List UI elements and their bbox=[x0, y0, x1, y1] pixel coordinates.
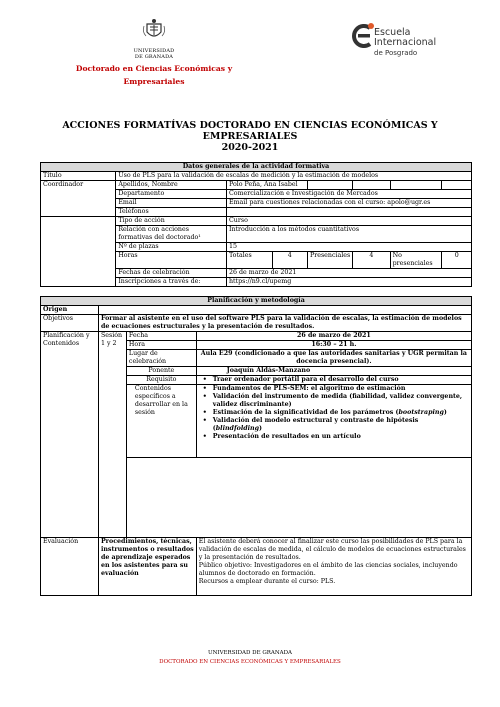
empty-cell bbox=[307, 181, 352, 190]
school-name-line3: de Posgrado bbox=[374, 49, 418, 57]
empty-cell bbox=[41, 217, 116, 226]
empty-cell bbox=[41, 278, 116, 287]
paren-close: ) bbox=[443, 409, 447, 416]
program-name-line1: Doctorado en Ciencias Económicas y bbox=[75, 64, 233, 73]
empty-cell bbox=[41, 243, 116, 252]
empty-cell bbox=[442, 181, 472, 190]
paren-close: ) bbox=[259, 425, 263, 432]
requisito-cell bbox=[196, 376, 471, 385]
fechas-value: 26 de marzo de 2021 bbox=[226, 269, 471, 278]
table-row bbox=[41, 315, 472, 332]
list-item-text: Estimación de la significatividad de los parámetros ( bbox=[212, 409, 399, 416]
presenciales-value: 4 bbox=[353, 252, 390, 269]
table-row bbox=[41, 243, 472, 252]
school-name-line2: Internacional bbox=[374, 37, 437, 48]
school-name bbox=[374, 28, 436, 58]
table-row bbox=[41, 538, 472, 596]
evaluacion-paragraph: Público objetivo: Investigadores en el ámbito de las ciencias sociales, incluyendo alumnos de doctorado en formación. bbox=[198, 562, 458, 577]
email-label: Email bbox=[116, 199, 227, 208]
evaluacion-label: Evaluación bbox=[41, 538, 99, 596]
table-row bbox=[41, 181, 472, 190]
contenidos-label: Contenidos específicos a desarrollar en la sesión bbox=[126, 385, 196, 458]
program-name-line2: Empresariales bbox=[123, 77, 185, 86]
document-title bbox=[60, 120, 440, 153]
requisito-value: • Traer ordenador portátil para el desarrollo del curso bbox=[199, 376, 469, 384]
program-name bbox=[69, 62, 239, 88]
horas-label: Horas bbox=[116, 252, 227, 269]
table-row bbox=[41, 163, 472, 172]
general-data-table bbox=[40, 162, 472, 287]
table-row bbox=[41, 269, 472, 278]
objetivos-value: Formar al asistente en el uso del software PLS para la validación de escalas, la estimación de modelos de ecuaciones estructurales y la presentación de resultados. bbox=[98, 315, 471, 332]
objetivos-label: Objetivos bbox=[41, 315, 99, 332]
table-row bbox=[41, 252, 472, 269]
lugar-label: Lugar de celebración bbox=[126, 350, 196, 367]
relacion-value: Introducción a los métodos cuantitativos bbox=[226, 226, 471, 243]
evaluacion-value bbox=[196, 538, 471, 596]
footer-line1: UNIVERSIDAD DE GRANADA bbox=[207, 650, 293, 656]
empty-cell bbox=[41, 252, 116, 269]
relacion-label: Relación con acciones formativas del doctorado¹ bbox=[116, 226, 227, 243]
inscripciones-label: Inscripciones a través de: bbox=[116, 278, 227, 287]
tipo-label: Tipo de acción bbox=[116, 217, 227, 226]
page-footer bbox=[0, 649, 500, 667]
ponente-value: Joaquín Aldás-Manzano bbox=[196, 367, 471, 376]
title-line3: 2020-2021 bbox=[221, 142, 279, 153]
fecha-value: 26 de marzo de 2021 bbox=[196, 332, 471, 341]
list-item: • Presentación de resultados en un artículo bbox=[199, 433, 469, 441]
origen-value bbox=[98, 306, 471, 315]
tipo-value: Curso bbox=[226, 217, 471, 226]
list-item bbox=[199, 417, 469, 433]
plan-section-header: Planificación y metodología bbox=[41, 297, 472, 306]
hora-label: Hora bbox=[126, 341, 196, 350]
table-row bbox=[41, 306, 472, 315]
table-row bbox=[41, 332, 472, 341]
evaluacion-paragraph: Recursos a emplear durante el curso: PLS. bbox=[198, 578, 336, 585]
university-name-line2: DE GRANADA bbox=[134, 54, 174, 60]
departamento-value: Comercialización e Investigación de Mercados bbox=[226, 190, 471, 199]
email-value: Email para cuestiones relacionadas con el curso: apolo@ugr.es bbox=[226, 199, 471, 208]
contenidos-list bbox=[199, 385, 469, 441]
plazas-label: Nº de plazas bbox=[116, 243, 227, 252]
procedimientos-label: Procedimientos, técnicas, instrumentos o resultados de aprendizaje esperados en los asistentes para su evaluación bbox=[98, 538, 196, 596]
no-presenciales-value: 0 bbox=[442, 252, 472, 269]
planning-table bbox=[40, 296, 472, 596]
presenciales-label: Presenciales bbox=[307, 252, 352, 269]
bootstrapping-term: bootstraping bbox=[398, 409, 444, 416]
totales-value: 4 bbox=[272, 252, 307, 269]
list-item: • Validación del instrumento de medida (fiabilidad, validez convergente, validez discriminante) bbox=[199, 393, 469, 409]
contenidos-cell bbox=[196, 385, 471, 458]
table-row bbox=[41, 226, 472, 243]
title-line2: EMPRESARIALES bbox=[202, 131, 298, 142]
eip-logo-icon bbox=[352, 22, 374, 52]
empty-cell bbox=[353, 181, 390, 190]
fecha-label: Fecha bbox=[126, 332, 196, 341]
empty-cell bbox=[41, 269, 116, 278]
coordinador-label: Coordinador bbox=[41, 181, 116, 217]
titulo-value: Uso de PLS para la validación de escalas de medición y la estimación de modelos bbox=[116, 172, 472, 181]
departamento-label: Departamento bbox=[116, 190, 227, 199]
titulo-label: Título bbox=[41, 172, 116, 181]
university-name-line1: UNIVERSIDAD bbox=[133, 48, 175, 54]
requisito-label: Requisito bbox=[126, 376, 196, 385]
list-item-text: Validación del modelo estructural y contraste de hipótesis ( bbox=[212, 417, 419, 432]
list-item: • Fundamentos de PLS-SEM: el algoritmo de estimación bbox=[199, 385, 469, 393]
evaluacion-paragraph: El asistente deberá conocer al finalizar este curso las posibilidades de PLS para la validación de escalas de medida, el cálculo de modelos de ecuaciones estructurales y la presentación de resultados. bbox=[198, 538, 466, 561]
empty-cell bbox=[41, 226, 116, 243]
university-crest-icon bbox=[141, 18, 167, 42]
footer-line2: DOCTORADO EN CIENCIAS ECONÓMICAS Y EMPRESARIALES bbox=[159, 659, 341, 665]
totales-label: Totales bbox=[226, 252, 272, 269]
origen-label: Origen bbox=[41, 306, 99, 315]
apellidos-label: Apellidos, Nombre bbox=[116, 181, 227, 190]
school-name-line1: Escuela bbox=[374, 27, 411, 38]
sesion-label: Sesión 1 y 2 bbox=[98, 332, 126, 538]
plazas-value: 15 bbox=[226, 243, 471, 252]
list-item bbox=[199, 409, 469, 417]
no-presenciales-label: No presenciales bbox=[390, 252, 442, 269]
inscripciones-link[interactable]: https://n9.cl/upemg bbox=[226, 278, 471, 287]
lugar-value: Aula E29 (condicionado a que las autoridades sanitarias y UGR permitan la docencia presencial). bbox=[196, 350, 471, 367]
fechas-label: Fechas de celebración bbox=[116, 269, 227, 278]
school-logo bbox=[352, 20, 472, 72]
planificacion-label: Planificación y Contenidos bbox=[41, 332, 99, 538]
table-row bbox=[41, 217, 472, 226]
table-row bbox=[41, 172, 472, 181]
telefonos-value bbox=[226, 208, 471, 217]
title-line1: ACCIONES FORMATÍVAS DOCTORADO EN CIENCIAS ECONÓMICAS Y bbox=[62, 120, 438, 131]
blindfolding-term: blindfolding bbox=[215, 425, 260, 432]
ponente-label: Ponente bbox=[126, 367, 196, 376]
university-logo bbox=[128, 18, 180, 60]
empty-cell bbox=[390, 181, 442, 190]
table-row bbox=[41, 297, 472, 306]
table-row bbox=[41, 278, 472, 287]
telefonos-label: Teléfonos bbox=[116, 208, 227, 217]
hora-value: 16:30 – 21 h. bbox=[196, 341, 471, 350]
general-section-header: Datos generales de la actividad formativa bbox=[41, 163, 472, 172]
apellidos-value: Polo Peña, Ana Isabel bbox=[226, 181, 307, 190]
empty-cell bbox=[126, 458, 471, 538]
